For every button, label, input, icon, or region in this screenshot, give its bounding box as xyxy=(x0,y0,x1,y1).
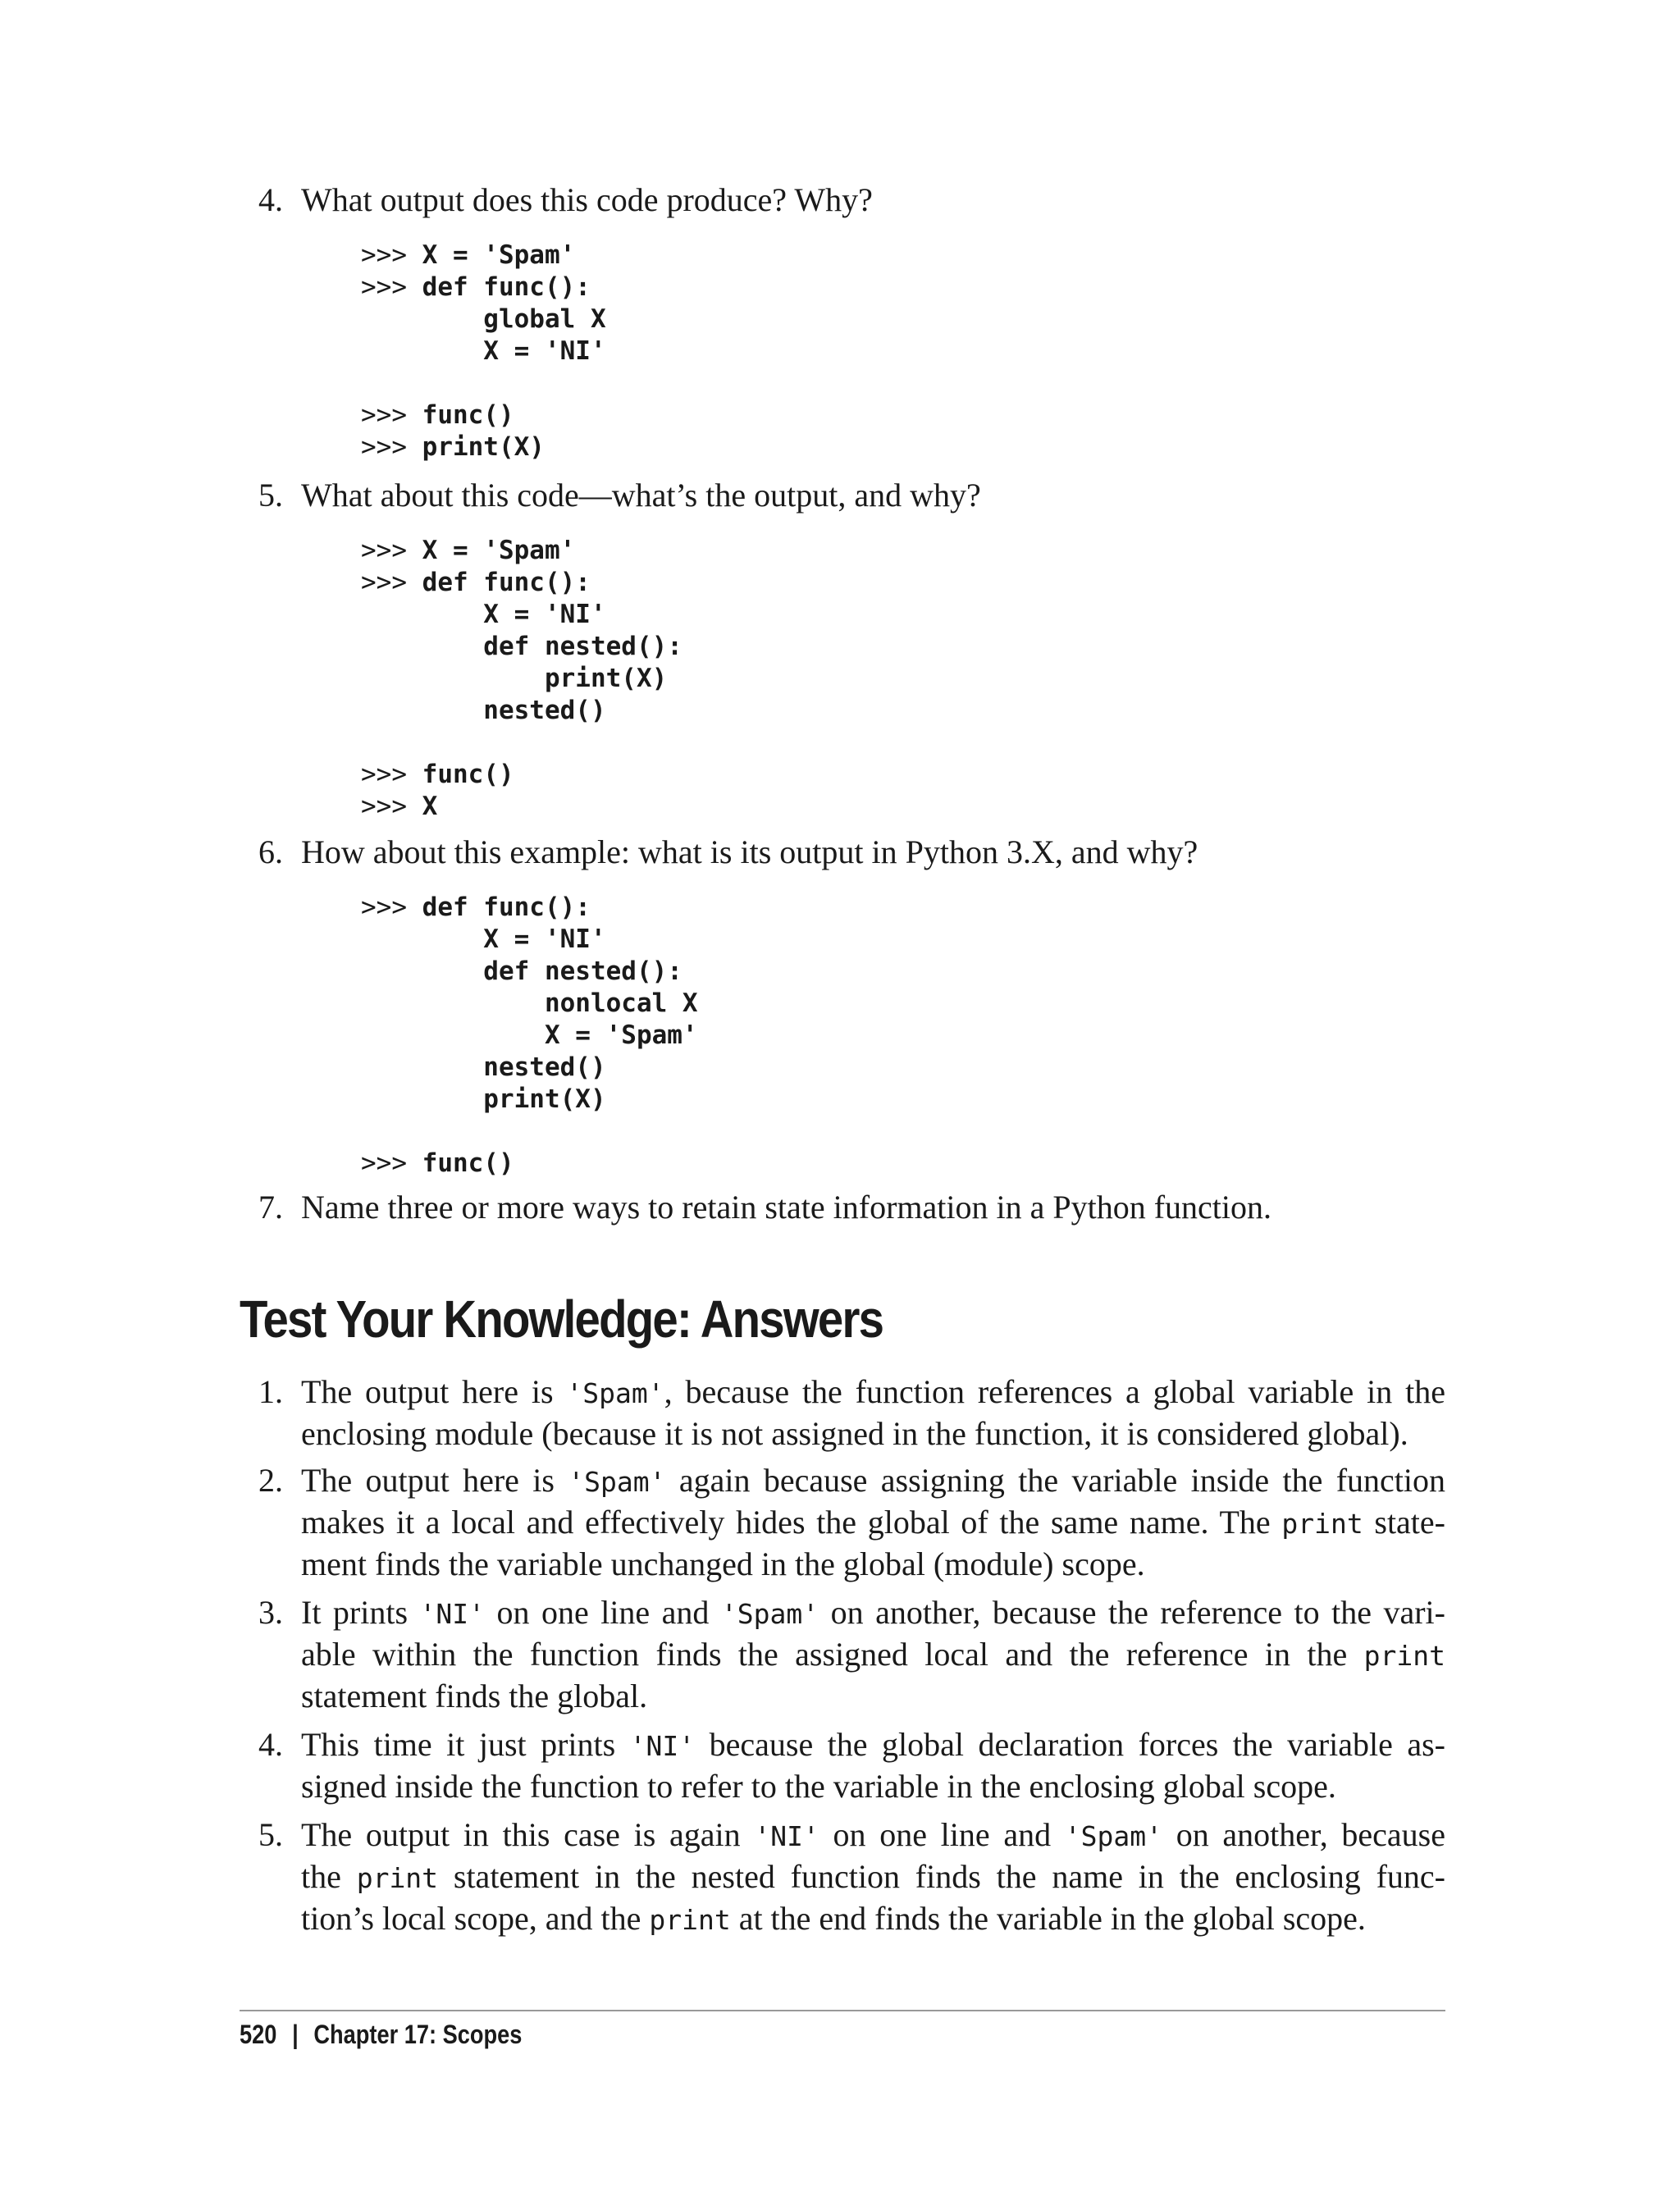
answer-number: 5. xyxy=(258,1816,283,1853)
answer-line: the print statement in the nested function finds the name in the enclosing func- xyxy=(301,1858,1445,1895)
answer-number: 4. xyxy=(258,1726,283,1763)
inline-code: 'NI' xyxy=(419,1598,485,1630)
question-text: What about this code—what’s the output, and why? xyxy=(301,477,981,514)
code-block xyxy=(361,892,698,1180)
answer-line: The output in this case is again 'NI' on one line and 'Spam' on another, because xyxy=(301,1816,1446,1853)
code-line: nonlocal X xyxy=(361,988,698,1018)
footer-rule xyxy=(240,2010,1445,2011)
code-line: >>> X = 'Spam' xyxy=(361,536,576,565)
code-line xyxy=(361,368,606,399)
question-text: Name three or more ways to retain state information in a Python function. xyxy=(301,1189,1272,1226)
answer-line: This time it just prints 'NI' because the global declaration forces the variable as- xyxy=(301,1726,1446,1763)
inline-code: 'NI' xyxy=(629,1730,696,1762)
question-number: 7. xyxy=(258,1189,283,1226)
code-line: X = 'Spam' xyxy=(361,1020,698,1050)
answer-line: signed inside the function to refer to the variable in the enclosing global scope. xyxy=(301,1768,1336,1805)
question-number: 5. xyxy=(258,477,283,514)
code-line: >>> def func(): xyxy=(361,272,591,302)
code-line: >>> func() xyxy=(361,760,514,789)
code-line xyxy=(361,727,682,759)
question-number: 4. xyxy=(258,181,283,218)
code-line: def nested(): xyxy=(361,956,682,986)
question-text: How about this example: what is its output in Python 3.X, and why? xyxy=(301,833,1198,870)
code-line: >>> print(X) xyxy=(361,432,545,462)
section-heading: Test Your Knowledge: Answers xyxy=(240,1290,883,1349)
code-line: >>> func() xyxy=(361,400,514,430)
answer-line: The output here is 'Spam', because the function references a global variable in the xyxy=(301,1373,1446,1410)
code-line: >>> def func(): xyxy=(361,568,591,597)
inline-code: 'Spam' xyxy=(720,1598,819,1630)
answer-number: 3. xyxy=(258,1594,283,1631)
answer-line: enclosing module (because it is not assigned in the function, it is considered global). xyxy=(301,1415,1408,1452)
answer-line: statement finds the global. xyxy=(301,1678,648,1714)
page-footer xyxy=(240,2018,522,2051)
inline-code: 'Spam' xyxy=(1064,1820,1162,1852)
inline-code: 'NI' xyxy=(754,1820,819,1852)
code-line xyxy=(361,1116,698,1148)
code-line: X = 'NI' xyxy=(361,600,606,629)
code-line: >>> X = 'Spam' xyxy=(361,240,576,270)
inline-code: 'Spam' xyxy=(566,1377,664,1409)
footer-separator: | xyxy=(292,2020,299,2049)
answer-text xyxy=(301,1815,1445,1940)
code-line: nested() xyxy=(361,696,606,725)
answer-text xyxy=(301,1592,1445,1716)
code-line: X = 'NI' xyxy=(361,336,606,366)
code-line: global X xyxy=(361,304,606,334)
answer-line: The output here is 'Spam' again because assigning the variable inside the function xyxy=(301,1462,1445,1499)
code-line: nested() xyxy=(361,1052,606,1082)
answer-text xyxy=(301,1460,1445,1584)
code-block xyxy=(361,535,682,823)
answer-line: makes it a local and effectively hides the global of the same name. The print state- xyxy=(301,1504,1445,1541)
inline-code: print xyxy=(1281,1508,1363,1540)
code-line: def nested(): xyxy=(361,632,682,661)
question-text: What output does this code produce? Why? xyxy=(301,181,873,218)
inline-code: print xyxy=(356,1862,439,1894)
code-block xyxy=(361,240,606,463)
page-number: 520 xyxy=(240,2020,277,2049)
inline-code: print xyxy=(1363,1640,1445,1672)
answer-line: able within the function finds the assigned local and the reference in the print xyxy=(301,1636,1445,1673)
answer-line: ment finds the variable unchanged in the global (module) scope. xyxy=(301,1545,1145,1582)
code-line: print(X) xyxy=(361,664,668,693)
answer-number: 1. xyxy=(258,1373,283,1410)
code-line: >>> func() xyxy=(361,1148,514,1178)
answer-number: 2. xyxy=(258,1462,283,1499)
answer-text xyxy=(301,1724,1445,1806)
chapter-title: Chapter 17: Scopes xyxy=(313,2020,523,2049)
code-line: X = 'NI' xyxy=(361,924,606,954)
code-line: >>> X xyxy=(361,792,438,821)
answer-text xyxy=(301,1372,1445,1454)
answer-line: It prints 'NI' on one line and 'Spam' on another, because the reference to the vari- xyxy=(301,1594,1445,1631)
inline-code: 'Spam' xyxy=(568,1466,666,1498)
code-line: print(X) xyxy=(361,1084,606,1114)
inline-code: print xyxy=(649,1904,731,1936)
code-line: >>> def func(): xyxy=(361,892,591,922)
question-number: 6. xyxy=(258,833,283,870)
answer-line: tion’s local scope, and the print at the end finds the variable in the global scope. xyxy=(301,1900,1366,1937)
